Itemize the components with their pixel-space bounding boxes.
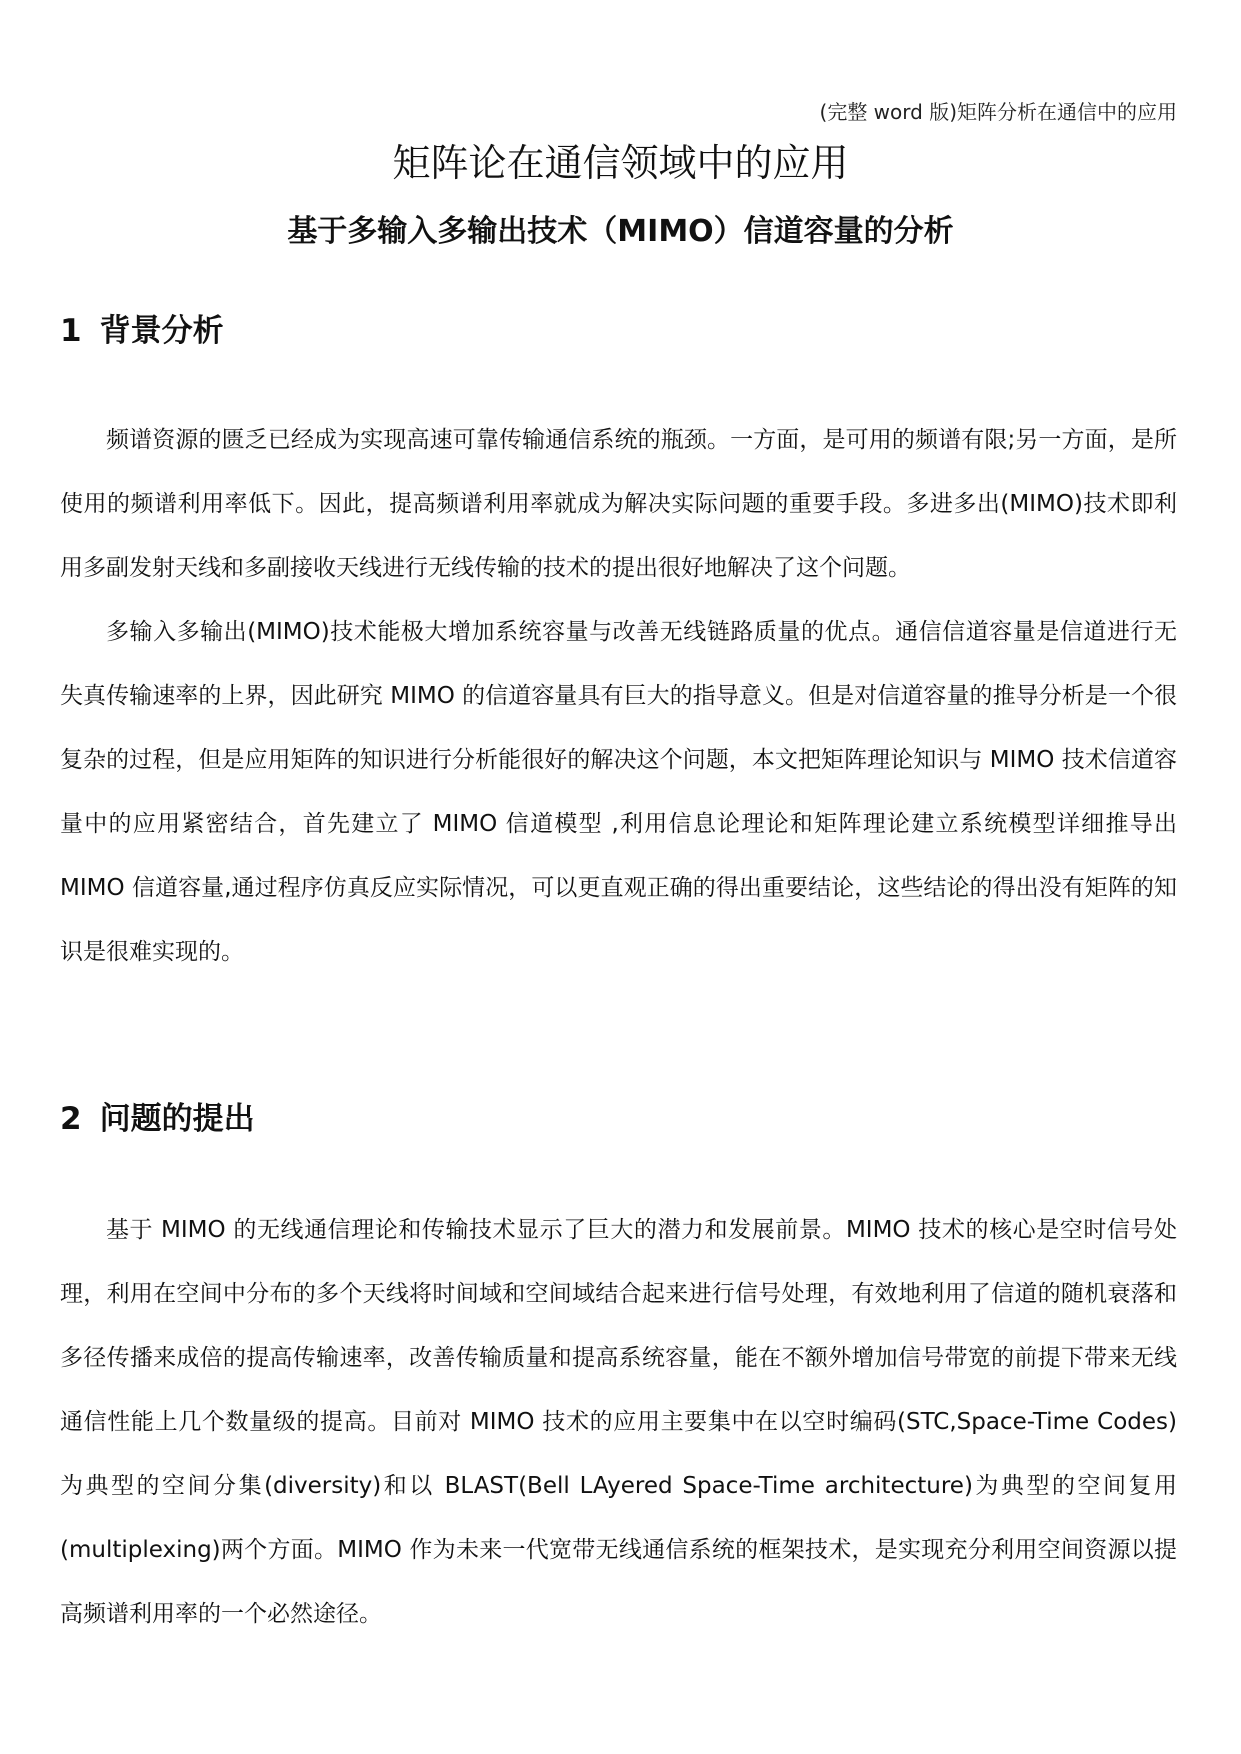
section-title: 问题的提出 [99, 1101, 255, 1137]
section-problem-statement [60, 1094, 1177, 1646]
document-subtitle: 基于多输入多输出技术（MIMO）信道容量的分析 [287, 214, 954, 249]
section-body [60, 408, 1177, 984]
paragraph: 频谱资源的匮乏已经成为实现高速可靠传输通信系统的瓶颈。一方面，是可用的频谱有限;另一方面，是所使用的频谱利用率低下。因此，提高频谱利用率就成为解决实际问题的重要手段。多进多出(MIMO)技术即利用多副发射天线和多副接收天线进行无线传输的技术的提出很好地解决了这个问题。 [60, 427, 1177, 581]
section-body [60, 1198, 1177, 1646]
section-background [60, 306, 1177, 984]
document-title: 矩阵论在通信领域中的应用 [392, 141, 849, 185]
paragraph: 基于 MIMO 的无线通信理论和传输技术显示了巨大的潜力和发展前景。MIMO 技术的核心是空时信号处理，利用在空间中分布的多个天线将时间域和空间域结合起来进行信号处理，有效地利用了信道的随机衰落和多径传播来成倍的提高传输速率，改善传输质量和提高系统容量，能在不额外增加信号带宽的前提下带来无线通信性能上几个数量级的提高。目前对 MIMO 技术的应用主要集中在以空时编码(STC,Space-Time Codes)为典型的空间分集(diversity)和以 BLAST(Bell LAyered Space-Time architecture)为典型的空间复用(multiplexing)两个方面。MIMO 作为未来一代宽带无线通信系统的框架技术，是实现充分利用空间资源以提高频谱利用率的一个必然途径。 [60, 1217, 1177, 1627]
section-heading [60, 1094, 1177, 1144]
section-number: 2 [60, 1101, 82, 1137]
running-header: (完整 word 版)矩阵分析在通信中的应用 [819, 100, 1177, 124]
section-title: 背景分析 [99, 313, 224, 349]
section-heading [60, 306, 1177, 356]
section-number: 1 [60, 313, 82, 349]
paragraph: 多输入多输出(MIMO)技术能极大增加系统容量与改善无线链路质量的优点。通信信道容量是信道进行无失真传输速率的上界，因此研究 MIMO 的信道容量具有巨大的指导意义。但是对信道容量的推导分析是一个很复杂的过程，但是应用矩阵的知识进行分析能很好的解决这个问题，本文把矩阵理论知识与 MIMO 技术信道容量中的应用紧密结合，首先建立了 MIMO 信道模型 ,利用信息论理论和矩阵理论建立系统模型详细推导出 MIMO 信道容量,通过程序仿真反应实际情况，可以更直观正确的得出重要结论，这些结论的得出没有矩阵的知识是很难实现的。 [60, 619, 1177, 965]
